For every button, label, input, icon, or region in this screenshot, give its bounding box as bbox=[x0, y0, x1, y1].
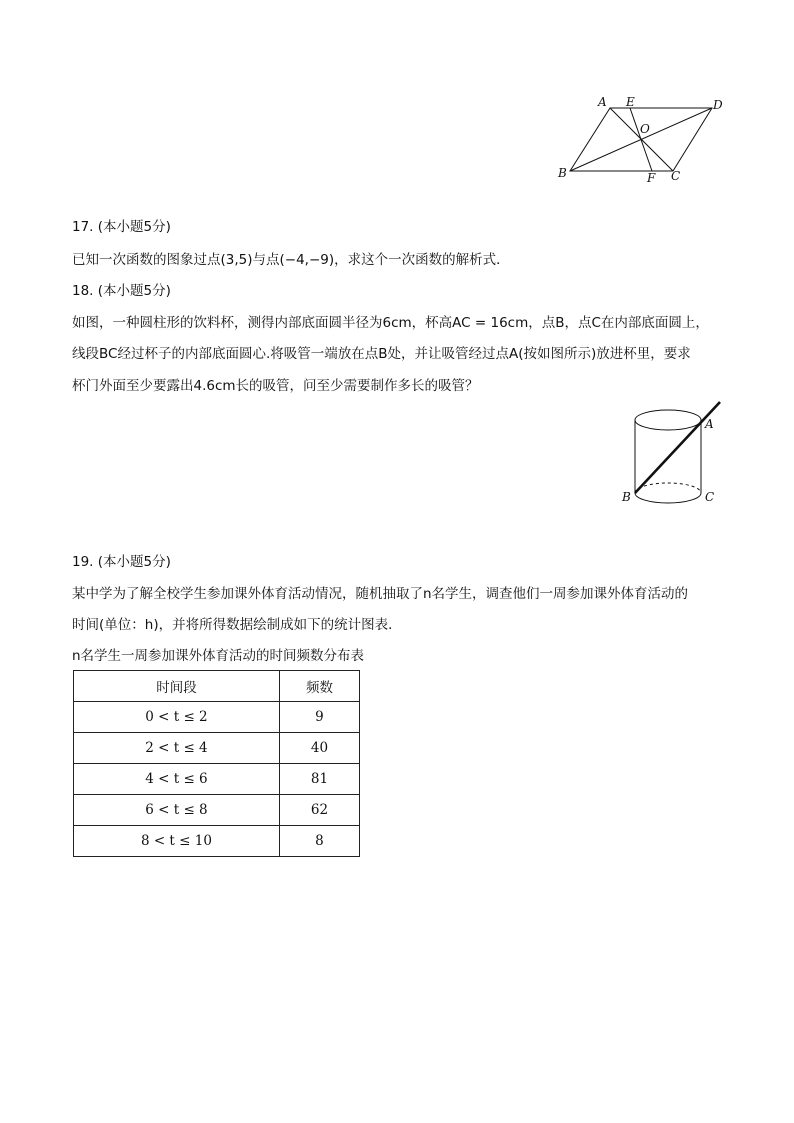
cell-frequency: 8 bbox=[279, 826, 359, 857]
parallelogram-figure bbox=[550, 92, 730, 187]
label-A: A bbox=[705, 417, 714, 431]
cell-interval: 8 < t ≤ 10 bbox=[74, 826, 280, 857]
label-D: D bbox=[713, 98, 723, 112]
cylinder-figure bbox=[615, 398, 725, 508]
table-row bbox=[74, 795, 360, 826]
q18-header: 18. (本小题5分) bbox=[72, 283, 171, 299]
header-frequency: 频数 bbox=[279, 671, 359, 702]
table-row bbox=[74, 764, 360, 795]
cylinder-bottom-back bbox=[635, 483, 701, 493]
q19-line1: 某中学为了解全校学生参加课外体育活动情况，随机抽取了n名学生，调查他们一周参加课外体育活动的 bbox=[72, 586, 689, 602]
q17-header: 17. (本小题5分) bbox=[72, 219, 171, 235]
label-F: F bbox=[647, 171, 656, 185]
label-A: A bbox=[598, 95, 607, 109]
cell-frequency: 9 bbox=[279, 702, 359, 733]
q18-line2: 线段BC经过杯子的内部底面圆心.将吸管一端放在点B处，并让吸管经过点A(按如图所示)放进杯里，要求 bbox=[72, 346, 691, 362]
table-header-row bbox=[74, 671, 360, 702]
table-title: n名学生一周参加课外体育活动的时间频数分布表 bbox=[72, 648, 365, 664]
table-row bbox=[74, 733, 360, 764]
label-B: B bbox=[558, 166, 567, 180]
q17-body: 已知一次函数的图象过点(3,5)与点(−4,−9)，求这个一次函数的解析式． bbox=[72, 252, 510, 268]
q19-header: 19. (本小题5分) bbox=[72, 554, 171, 570]
table-row bbox=[74, 702, 360, 733]
label-C: C bbox=[705, 490, 715, 504]
straw bbox=[635, 402, 720, 493]
cell-frequency: 40 bbox=[279, 733, 359, 764]
label-E: E bbox=[626, 95, 635, 109]
segment-ef bbox=[630, 108, 652, 171]
cylinder-bottom-front bbox=[635, 493, 701, 503]
cell-interval: 0 < t ≤ 2 bbox=[74, 702, 280, 733]
label-C: C bbox=[671, 169, 681, 183]
header-time-interval: 时间段 bbox=[74, 671, 280, 702]
q19-line2: 时间(单位：h)，并将所得数据绘制成如下的统计图表． bbox=[72, 617, 402, 633]
q18-line3: 杯门外面至少要露出4.6cm长的吸管，问至少需要制作多长的吸管？ bbox=[72, 378, 479, 394]
label-O: O bbox=[640, 122, 650, 136]
label-B: B bbox=[622, 490, 631, 504]
cell-interval: 6 < t ≤ 8 bbox=[74, 795, 280, 826]
cell-frequency: 62 bbox=[279, 795, 359, 826]
frequency-table bbox=[73, 670, 360, 857]
cell-interval: 4 < t ≤ 6 bbox=[74, 764, 280, 795]
cell-interval: 2 < t ≤ 4 bbox=[74, 733, 280, 764]
q18-line1: 如图，一种圆柱形的饮料杯，测得内部底面圆半径为6cm，杯高AC = 16cm，点B，点C在内部底面圆上， bbox=[72, 315, 709, 331]
cylinder-top bbox=[635, 410, 701, 430]
table-row bbox=[74, 826, 360, 857]
cell-frequency: 81 bbox=[279, 764, 359, 795]
